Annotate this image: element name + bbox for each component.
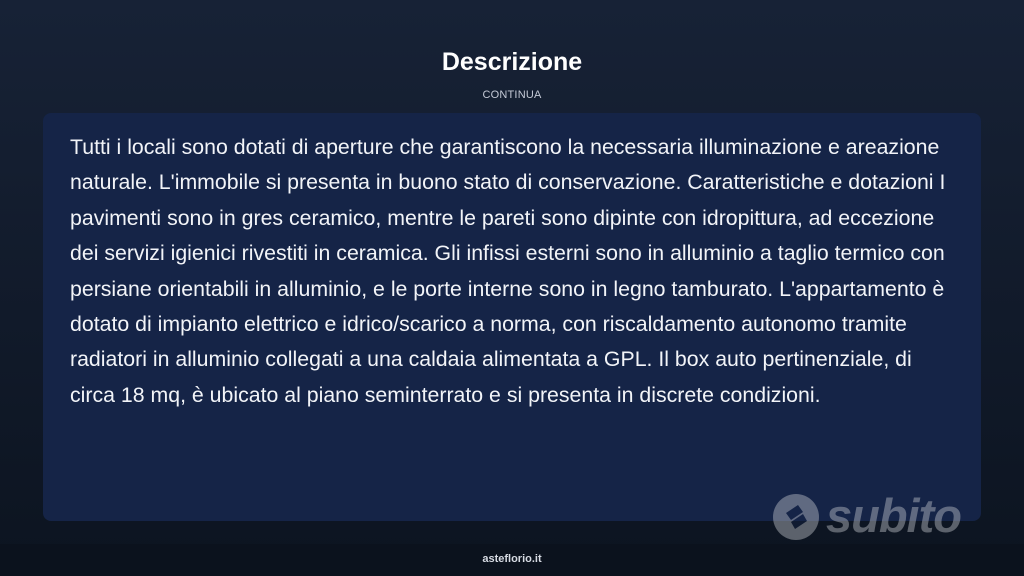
description-card [43,113,981,521]
subito-watermark [772,490,972,544]
footer-bar [0,544,1024,576]
description-text: Tutti i locali sono dotati di aperture che garantiscono la necessaria illuminazione e areazione naturale. L'immobile si presenta in buono stato di conservazione. Caratteristiche e dotazioni I pavimenti sono in gres ceramico, mentre le pareti sono dipinte con idropittura, ad eccezione dei servizi igienici rivestiti in ceramica. Gli infissi esterni sono in alluminio a taglio termico con persiane orientabili in alluminio, e le porte interne sono in legno tamburato. L'appartamento è dotato di impianto elettrico e idrico/scarico a norma, con riscaldamento autonomo tramite radiatori in alluminio collegati a una caldaia alimentata a GPL. Il box auto pertinenziale, di circa 18 mq, è ubicato al piano seminterrato e si presenta in discrete condizioni. [70,135,946,407]
page-title: Descrizione [441,48,583,76]
subito-wordmark: subito [826,489,961,542]
continue-label: CONTINUA [482,89,542,101]
footer-site-label: asteflorio.it [482,553,542,565]
subito-logo-icon [772,493,820,541]
